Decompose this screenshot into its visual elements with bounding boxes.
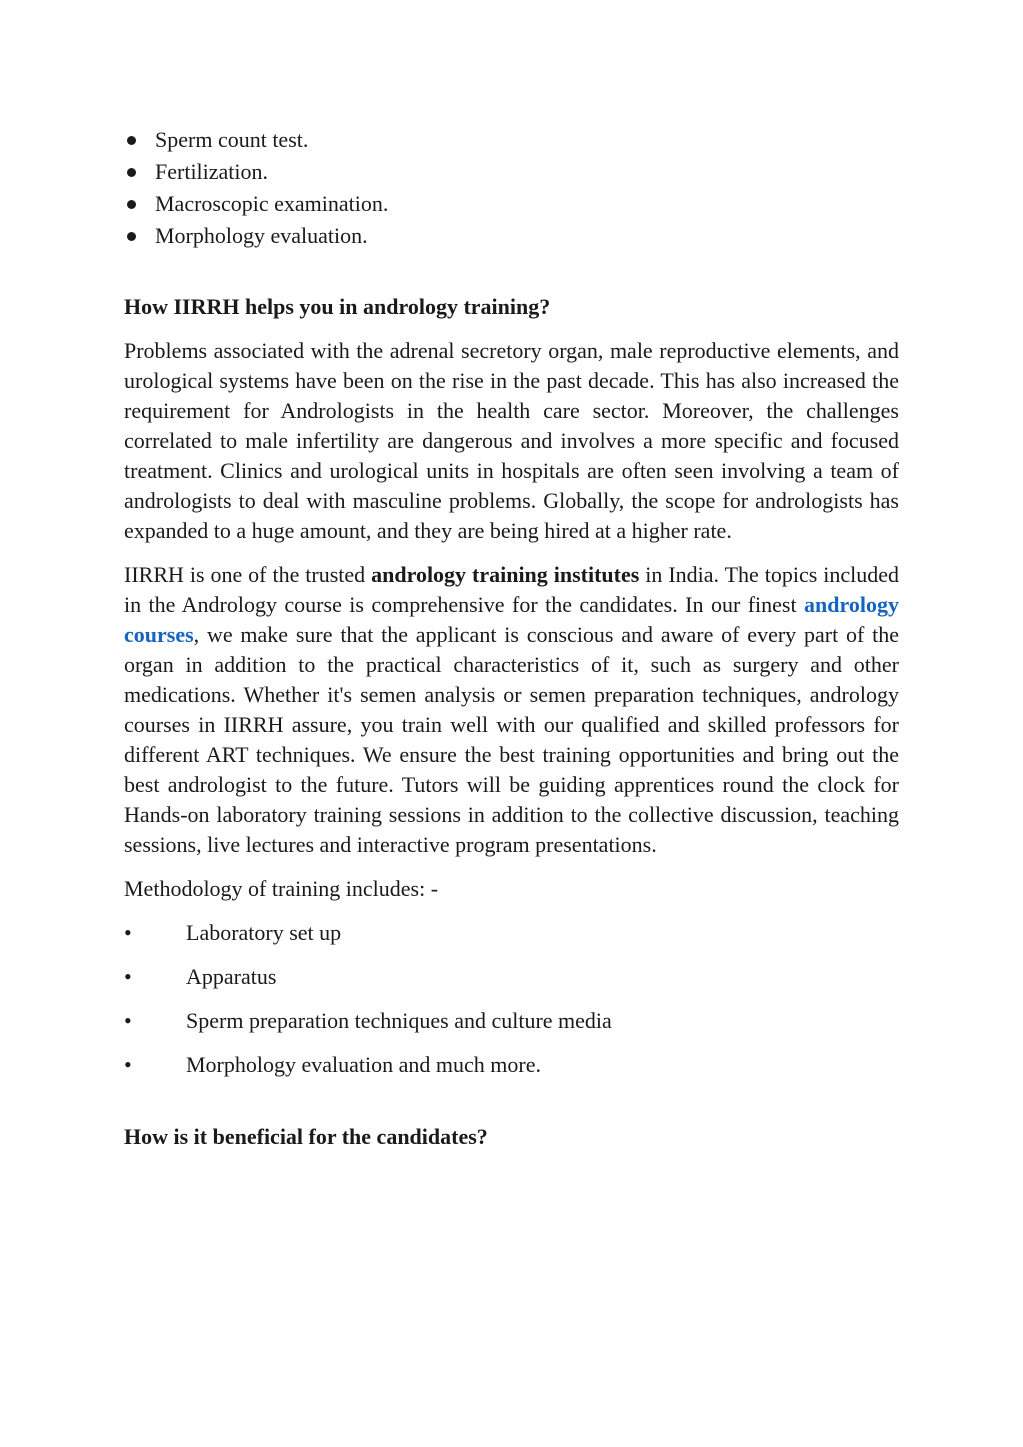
list-item <box>124 918 899 948</box>
list-item-text: Apparatus <box>186 964 277 989</box>
bullet-icon: • <box>124 964 132 989</box>
document-page <box>124 124 899 1152</box>
list-item-text: Sperm preparation techniques and culture media <box>186 1008 612 1033</box>
andrology-courses-link[interactable]: andrology courses <box>124 592 899 647</box>
paragraph-text: in India. The topics included in the Andrology course is comprehensive for the candidates. In our finest <box>124 562 899 617</box>
list-item <box>124 124 899 156</box>
top-bullet-list <box>124 124 899 252</box>
list-item <box>124 1050 899 1080</box>
paragraph-problems: Problems associated with the adrenal secretory organ, male reproductive elements, and urological systems have been on the rise in the past decade. This has also increased the requirement for Andrologists in the health care sector. Moreover, the challenges correlated to male infertility are dangerous and involves a more specific and focused treatment. Clinics and urological units in hospitals are often seen involving a team of andrologists to deal with masculine problems. Globally, the scope for andrologists has expanded to a huge amount, and they are being hired at a higher rate. <box>124 338 899 543</box>
bullet-dot-icon <box>127 168 136 177</box>
bullet-icon: • <box>124 1008 132 1033</box>
bullet-icon: • <box>124 1052 132 1077</box>
list-item <box>124 220 899 252</box>
section-heading-andrology-training: How IIRRH helps you in andrology training? <box>124 294 551 319</box>
list-item <box>124 188 899 220</box>
list-item-text: Morphology evaluation. <box>155 223 368 248</box>
bullet-icon: • <box>124 920 132 945</box>
section-heading-benefits: How is it beneficial for the candidates? <box>124 1124 488 1149</box>
methodology-list <box>124 918 899 1080</box>
list-item-text: Macroscopic examination. <box>155 191 389 216</box>
paragraph-text: IIRRH is one of the trusted <box>124 562 372 587</box>
bullet-dot-icon <box>127 200 136 209</box>
list-item <box>124 962 899 992</box>
list-item-text: Laboratory set up <box>186 920 342 945</box>
paragraph-iirrh <box>124 560 899 860</box>
paragraph-text: , we make sure that the applicant is conscious and aware of every part of the organ in addition to the practical characteristics of it, such as surgery and other medications. Whether it's semen analysis or semen preparation techniques, andrology courses in IIRRH assure, you train well with our qualified and skilled professors for different ART techniques. We ensure the best training opportunities and bring out the best andrologist to the future. Tutors will be guiding apprentices round the clock for Hands-on laboratory training sessions in addition to the collective discussion, teaching sessions, live lectures and interactive program presentations. <box>124 622 899 857</box>
list-item-text: Fertilization. <box>155 159 269 184</box>
list-item <box>124 156 899 188</box>
list-item-text: Sperm count test. <box>155 127 309 152</box>
bold-phrase: andrology training institutes <box>371 562 640 587</box>
list-item-text: Morphology evaluation and much more. <box>186 1052 541 1077</box>
paragraph-methodology: Methodology of training includes: - <box>124 876 439 901</box>
list-item <box>124 1006 899 1036</box>
bullet-dot-icon <box>127 136 136 145</box>
bullet-dot-icon <box>127 232 136 241</box>
